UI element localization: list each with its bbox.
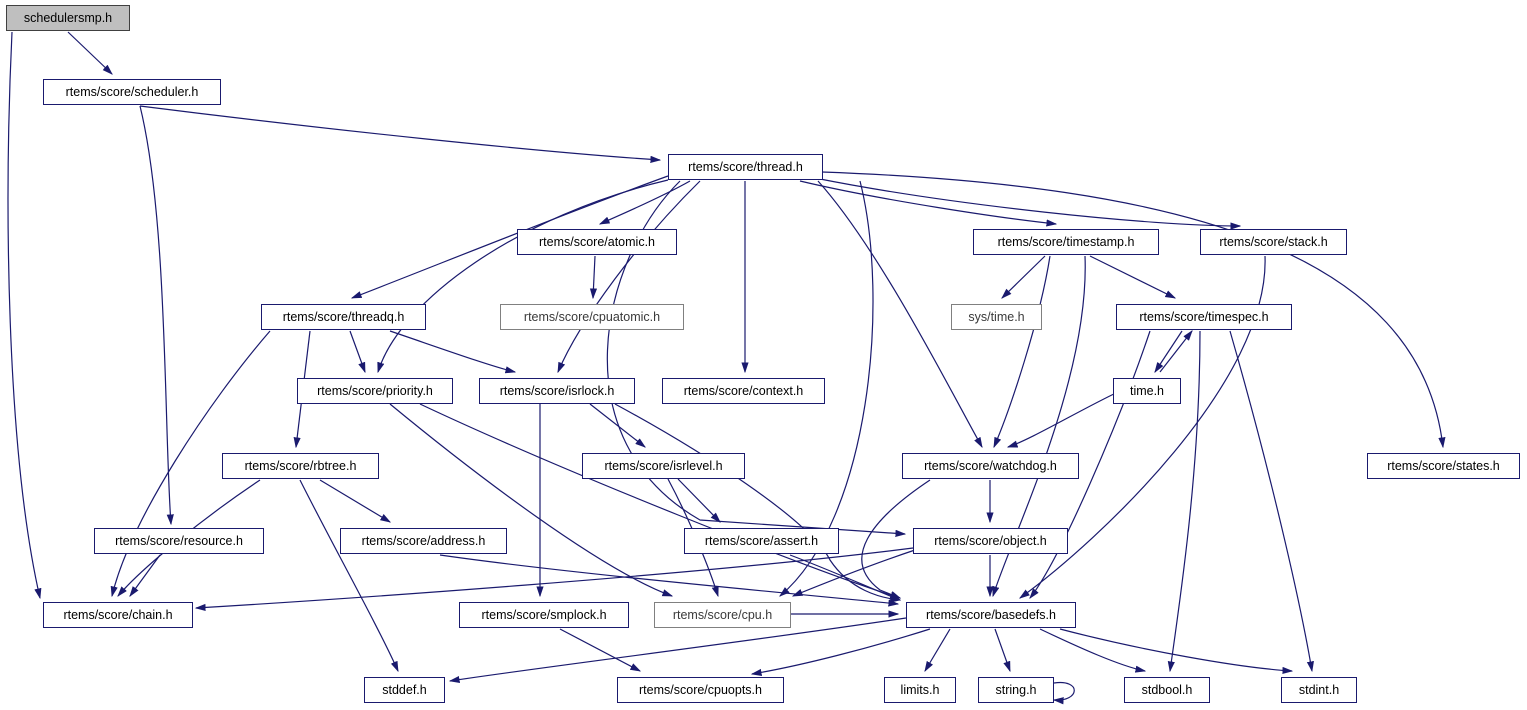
node-label: rtems/score/context.h [683, 383, 804, 398]
node-label: stdint.h [1298, 682, 1340, 697]
node-string[interactable] [978, 677, 1054, 703]
node-label: rtems/score/threadq.h [282, 309, 405, 324]
node-isrlock[interactable] [479, 378, 635, 404]
node-label: rtems/score/stack.h [1219, 234, 1328, 249]
node-label: rtems/score/cpuopts.h [639, 682, 762, 697]
node-rbtree[interactable] [222, 453, 379, 479]
node-limits[interactable] [884, 677, 956, 703]
node-label: rtems/score/scheduler.h [65, 84, 199, 99]
node-label: string.h [995, 682, 1037, 697]
node-timespec[interactable] [1116, 304, 1292, 330]
node-label: rtems/score/isrlevel.h [604, 458, 723, 473]
node-chain[interactable] [43, 602, 193, 628]
node-label: rtems/score/rbtree.h [244, 458, 357, 473]
node-cpuatomic[interactable] [500, 304, 684, 330]
node-label: rtems/score/smplock.h [481, 607, 607, 622]
node-resource[interactable] [94, 528, 264, 554]
node-label: stddef.h [382, 682, 427, 697]
node-label: rtems/score/basedefs.h [926, 607, 1056, 622]
node-cpuopts[interactable] [617, 677, 784, 703]
node-smplock[interactable] [459, 602, 629, 628]
node-stdbool[interactable] [1124, 677, 1210, 703]
node-label: rtems/score/priority.h [317, 383, 433, 398]
node-label: rtems/score/timestamp.h [997, 234, 1135, 249]
node-label: rtems/score/object.h [934, 533, 1047, 548]
node-states[interactable] [1367, 453, 1520, 479]
node-atomic[interactable] [517, 229, 677, 255]
node-address[interactable] [340, 528, 507, 554]
node-watchdog[interactable] [902, 453, 1079, 479]
node-context[interactable] [662, 378, 825, 404]
node-time[interactable] [1113, 378, 1181, 404]
node-label: rtems/score/cpu.h [672, 607, 773, 622]
node-timestamp[interactable] [973, 229, 1159, 255]
node-label: sys/time.h [968, 309, 1025, 324]
node-stddef[interactable] [364, 677, 445, 703]
node-cpu[interactable] [654, 602, 791, 628]
node-label: rtems/score/cpuatomic.h [523, 309, 661, 324]
node-label: rtems/score/isrlock.h [499, 383, 615, 398]
node-priority[interactable] [297, 378, 453, 404]
node-isrlevel[interactable] [582, 453, 745, 479]
node-label: rtems/score/chain.h [63, 607, 173, 622]
node-label: rtems/score/watchdog.h [924, 458, 1057, 473]
node-label: rtems/score/timespec.h [1139, 309, 1269, 324]
node-assert[interactable] [684, 528, 839, 554]
node-scheduler[interactable] [43, 79, 221, 105]
node-label: time.h [1129, 383, 1165, 398]
node-label: stdbool.h [1141, 682, 1193, 697]
node-label: rtems/score/states.h [1387, 458, 1500, 473]
node-schedulersmp[interactable] [6, 5, 130, 31]
node-thread[interactable] [668, 154, 823, 180]
node-label: rtems/score/thread.h [688, 159, 803, 174]
node-stdint[interactable] [1281, 677, 1357, 703]
node-label: rtems/score/atomic.h [538, 234, 655, 249]
node-object[interactable] [913, 528, 1068, 554]
node-label: rtems/score/resource.h [115, 533, 243, 548]
node-label: schedulersmp.h [23, 10, 113, 25]
node-label: rtems/score/address.h [361, 533, 486, 548]
node-basedefs[interactable] [906, 602, 1076, 628]
node-threadq[interactable] [261, 304, 426, 330]
node-label: rtems/score/assert.h [704, 533, 819, 548]
node-label: limits.h [900, 682, 940, 697]
node-sys-time[interactable] [951, 304, 1042, 330]
node-stack[interactable] [1200, 229, 1347, 255]
